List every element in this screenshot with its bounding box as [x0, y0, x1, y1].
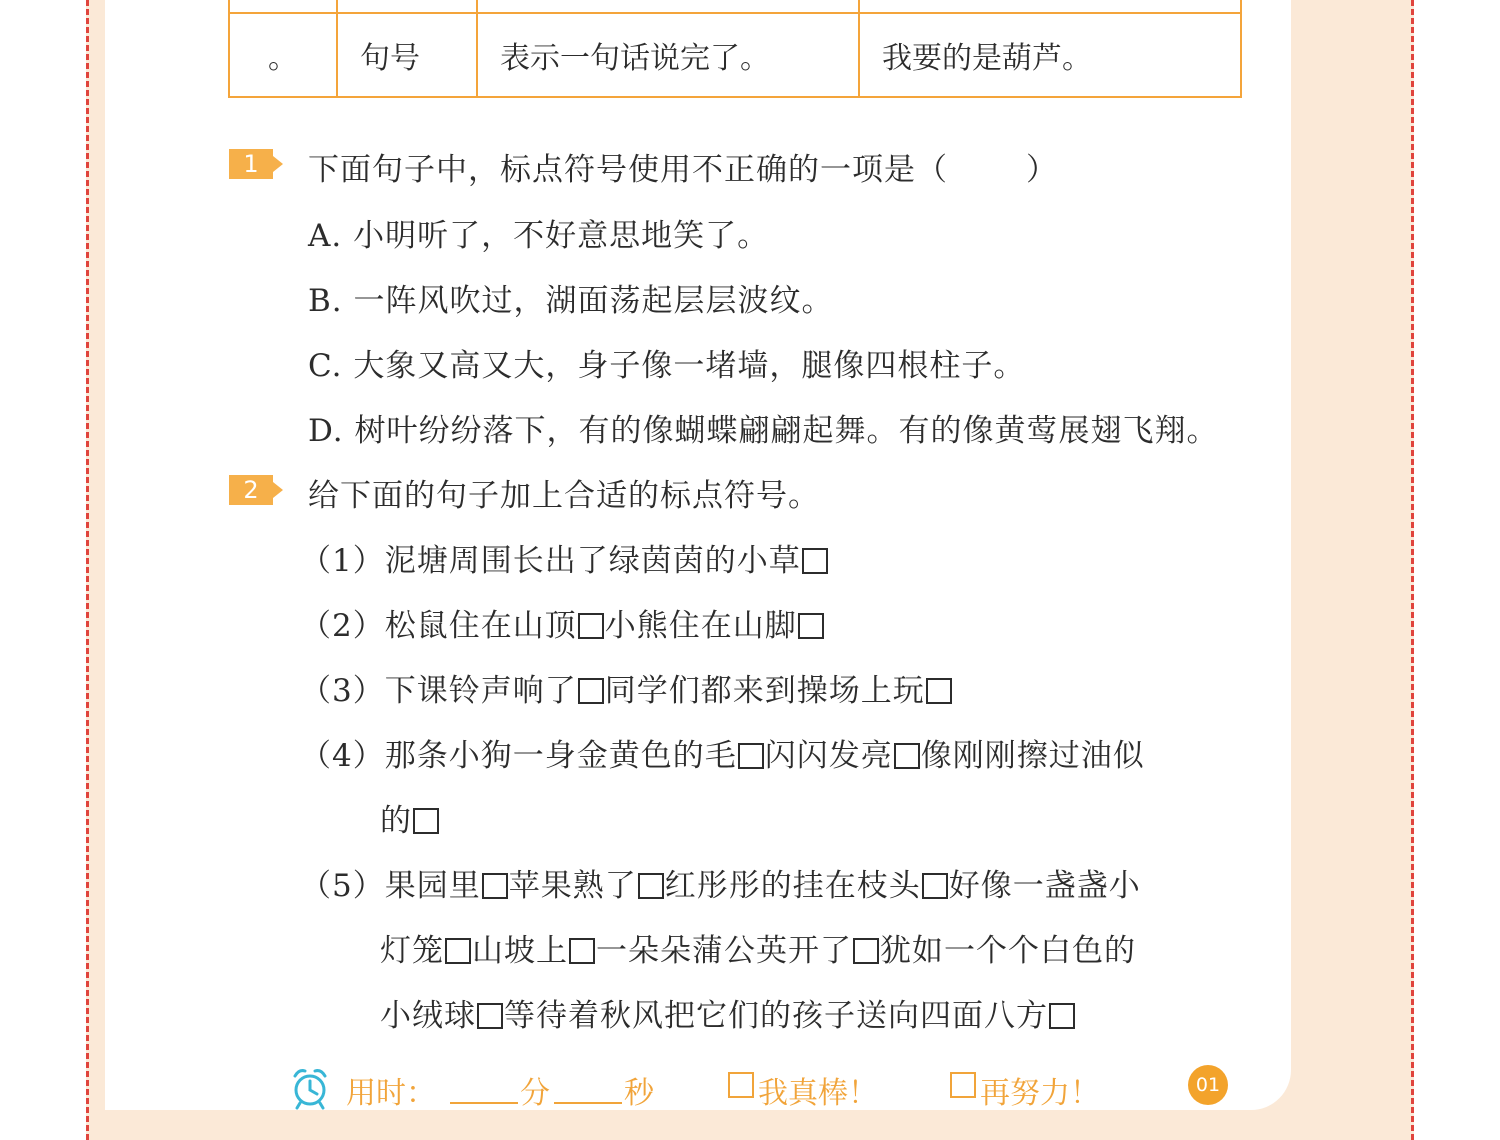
sentence-2: （2）松鼠住在山顶 小熊住在山脚 [300, 600, 825, 645]
sentence-3: （3）下课铃声响了 同学们都来到操场上玩 [300, 665, 953, 710]
punctuation-box[interactable] [638, 873, 664, 899]
punctuation-box[interactable] [578, 678, 604, 704]
table-cell-name: 句号 [337, 13, 477, 97]
punctuation-box[interactable] [922, 873, 948, 899]
sentence-5: （5）果园里 苹果熟了 红彤彤的挂在枝头 好像一盏盏小 [300, 868, 1141, 904]
great-checkbox[interactable] [728, 1072, 754, 1098]
option-b: B. 一阵风吹过，湖面荡起层层波纹。 [308, 283, 834, 319]
punctuation-box[interactable] [578, 613, 604, 639]
question-2-stem: 给下面的句子加上合适的标点符号。 [308, 478, 820, 514]
great-label: 我真棒！ [758, 1076, 878, 1111]
right-margin [1414, 0, 1500, 1140]
table-row [229, 13, 1241, 97]
minute-unit: 分 [520, 1076, 550, 1111]
table-cell-example: 我要的是葫芦。 [859, 13, 1241, 97]
second-unit: 秒 [624, 1076, 654, 1111]
punctuation-box[interactable] [413, 808, 439, 834]
try-label: 再努力！ [980, 1076, 1100, 1111]
punctuation-box[interactable] [1049, 1003, 1075, 1029]
try-checkbox[interactable] [950, 1072, 976, 1098]
sentence-1: （1）泥塘周围长出了绿茵茵的小草 [300, 535, 829, 580]
sentence-5-line-3: 小绒球 等待着秋风把它们的孩子送向四面八方 [380, 990, 1076, 1035]
footer-bar [290, 1062, 1250, 1112]
right-cut-line [1411, 0, 1414, 1140]
punctuation-box[interactable] [853, 938, 879, 964]
sentence-4-cont: 的 [380, 795, 440, 840]
question-1-badge: 1 [229, 149, 273, 179]
punctuation-box[interactable] [445, 938, 471, 964]
seconds-blank[interactable] [554, 1102, 622, 1104]
table-row [229, 0, 1241, 13]
option-a: A. 小明听了，不好意思地笑了。 [308, 218, 770, 254]
left-margin [0, 0, 86, 1140]
punctuation-box[interactable] [482, 873, 508, 899]
punctuation-box[interactable] [798, 613, 824, 639]
punctuation-table [228, 0, 1242, 98]
alarm-clock-icon [290, 1066, 330, 1110]
page-number: 01 [1188, 1065, 1228, 1105]
time-label: 用时： [346, 1076, 436, 1111]
table-cell-mark: 。 [229, 13, 337, 97]
question-1-stem: 下面句子中，标点符号使用不正确的一项是（ ） [308, 152, 1058, 188]
punctuation-box[interactable] [926, 678, 952, 704]
sentence-5-line-2: 灯笼 山坡上 一朵朵蒲公英开了 犹如一个个白色的 [380, 933, 1136, 969]
punctuation-box[interactable] [569, 938, 595, 964]
minutes-blank[interactable] [450, 1102, 518, 1104]
table-cell-meaning: 表示一句话说完了。 [477, 13, 859, 97]
punctuation-box[interactable] [738, 743, 764, 769]
option-d: D. 树叶纷纷落下，有的像蝴蝶翩翩起舞。有的像黄莺展翅飞翔。 [308, 413, 1219, 449]
punctuation-box[interactable] [894, 743, 920, 769]
punctuation-box[interactable] [802, 548, 828, 574]
sentence-4: （4）那条小狗一身金黄色的毛 闪闪发亮 像刚刚擦过油似 [300, 738, 1145, 774]
question-2-badge: 2 [229, 475, 273, 505]
punctuation-box[interactable] [477, 1003, 503, 1029]
left-cut-line [86, 0, 89, 1140]
option-c: C. 大象又高又大，身子像一堵墙，腿像四根柱子。 [308, 348, 1026, 384]
